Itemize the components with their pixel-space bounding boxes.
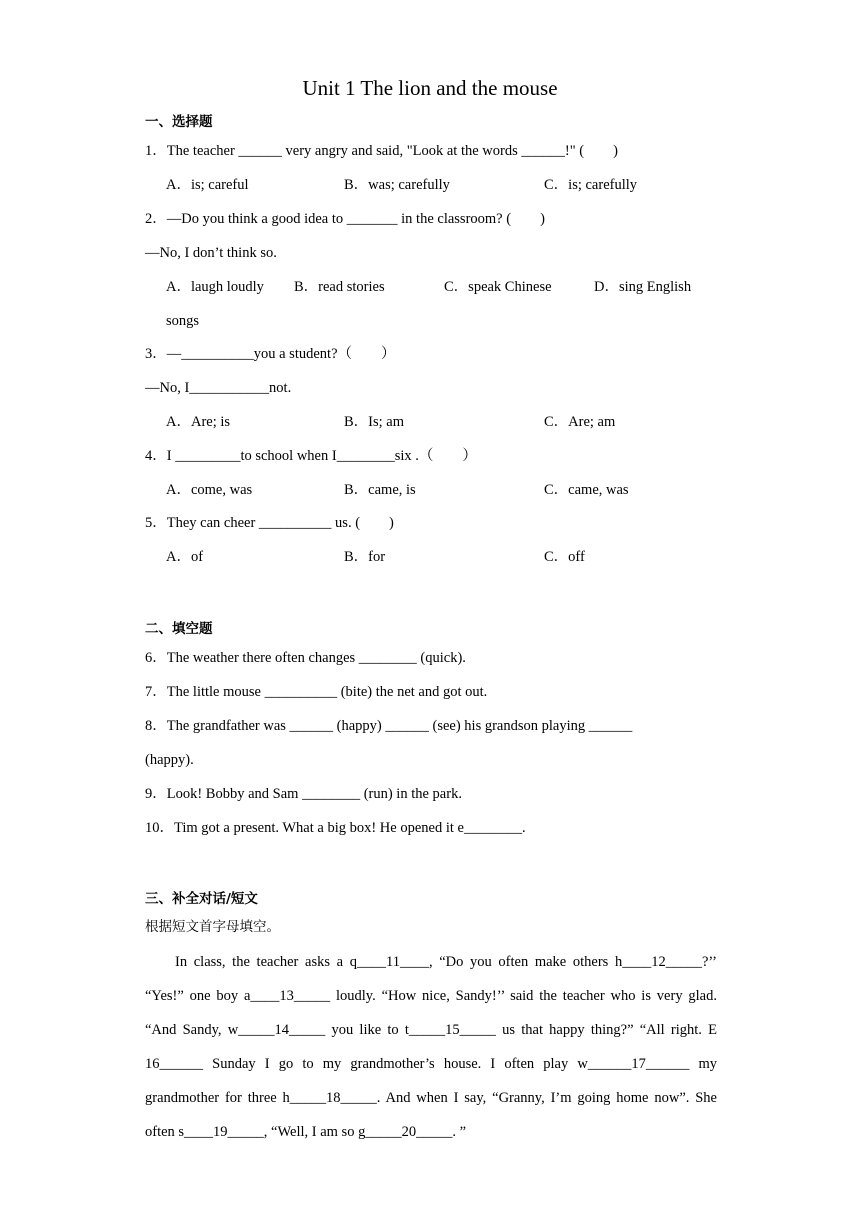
section-heading-fill-blank: 二、填空题 — [145, 621, 213, 637]
passage-line-2: “Yes!” one boy a____13_____ loudly. “How nice, Sandy!’’ said the teacher who is very glad. — [145, 988, 717, 1004]
passage-line-5: grandmother for three h_____18_____. And when I say, “Granny, I’m going home now”. She — [145, 1090, 717, 1106]
question-2-option-c: C．speak Chinese — [444, 279, 552, 295]
question-8-line-1: 8．The grandfather was ______ (happy) ______ (see) his grandson playing ______ — [145, 718, 633, 734]
question-4-option-a: A．come, was — [166, 482, 253, 498]
question-4-stem: 4．I _________to school when I________six .（ ） — [145, 448, 477, 464]
question-2-option-d: D．sing English — [594, 279, 692, 295]
passage-line-6: often s____19_____, “Well, I am so g_____20_____. ” — [145, 1124, 467, 1140]
question-3-reply: —No, I___________not. — [145, 380, 292, 396]
question-10: 10．Tim got a present. What a big box! He opened it e________. — [145, 820, 526, 836]
passage-line-3: “And Sandy, w_____14_____ you like to t_____15_____ us that happy thing?” “All right. E — [145, 1022, 717, 1038]
question-2-option-d-wrap: songs — [166, 313, 200, 329]
question-3-option-b: B．Is; am — [344, 414, 405, 430]
question-9: 9．Look! Bobby and Sam ________ (run) in the park. — [145, 786, 462, 802]
page-title: Unit 1 The lion and the mouse — [302, 76, 558, 100]
section-3-instruction: 根据短文首字母填空。 — [145, 919, 280, 935]
question-4-option-c: C．came, was — [544, 482, 629, 498]
question-2-option-a: A．laugh loudly — [166, 279, 264, 295]
question-5-option-a: A．of — [166, 549, 204, 565]
question-3-option-a: A．Are; is — [166, 414, 231, 430]
question-5-option-c: C．off — [544, 549, 585, 565]
question-1-option-a: A．is; careful — [166, 177, 249, 193]
question-1-option-c: C．is; carefully — [544, 177, 638, 193]
question-1-stem: 1．The teacher ______ very angry and said, "Look at the words ______!" ( ) — [145, 143, 618, 159]
passage-line-4: 16______ Sunday I go to my grandmother’s house. I often play w______17______ my — [145, 1056, 717, 1072]
question-3-stem: 3．—__________you a student?（ ） — [145, 346, 396, 362]
section-heading-choice: 一、选择题 — [145, 114, 213, 130]
question-3-option-c: C．Are; am — [544, 414, 616, 430]
question-4-option-b: B．came, is — [344, 482, 416, 498]
question-5-stem: 5．They can cheer __________ us. ( ) — [145, 515, 394, 531]
question-2-stem: 2．—Do you think a good idea to _______ in the classroom? ( ) — [145, 211, 545, 227]
question-6: 6．The weather there often changes ________ (quick). — [145, 650, 466, 666]
question-5-option-b: B．for — [344, 549, 386, 565]
question-8-line-2: (happy). — [145, 752, 194, 768]
section-heading-dialogue: 三、补全对话/短文 — [145, 891, 258, 907]
question-1-option-b: B．was; carefully — [344, 177, 450, 193]
question-2-reply: —No, I don’t think so. — [145, 245, 277, 261]
passage-line-1: In class, the teacher asks a q____11____, “Do you often make others h____12_____?’’ — [175, 954, 717, 970]
question-2-option-b: B．read stories — [294, 279, 385, 295]
question-7: 7．The little mouse __________ (bite) the net and got out. — [145, 684, 488, 700]
